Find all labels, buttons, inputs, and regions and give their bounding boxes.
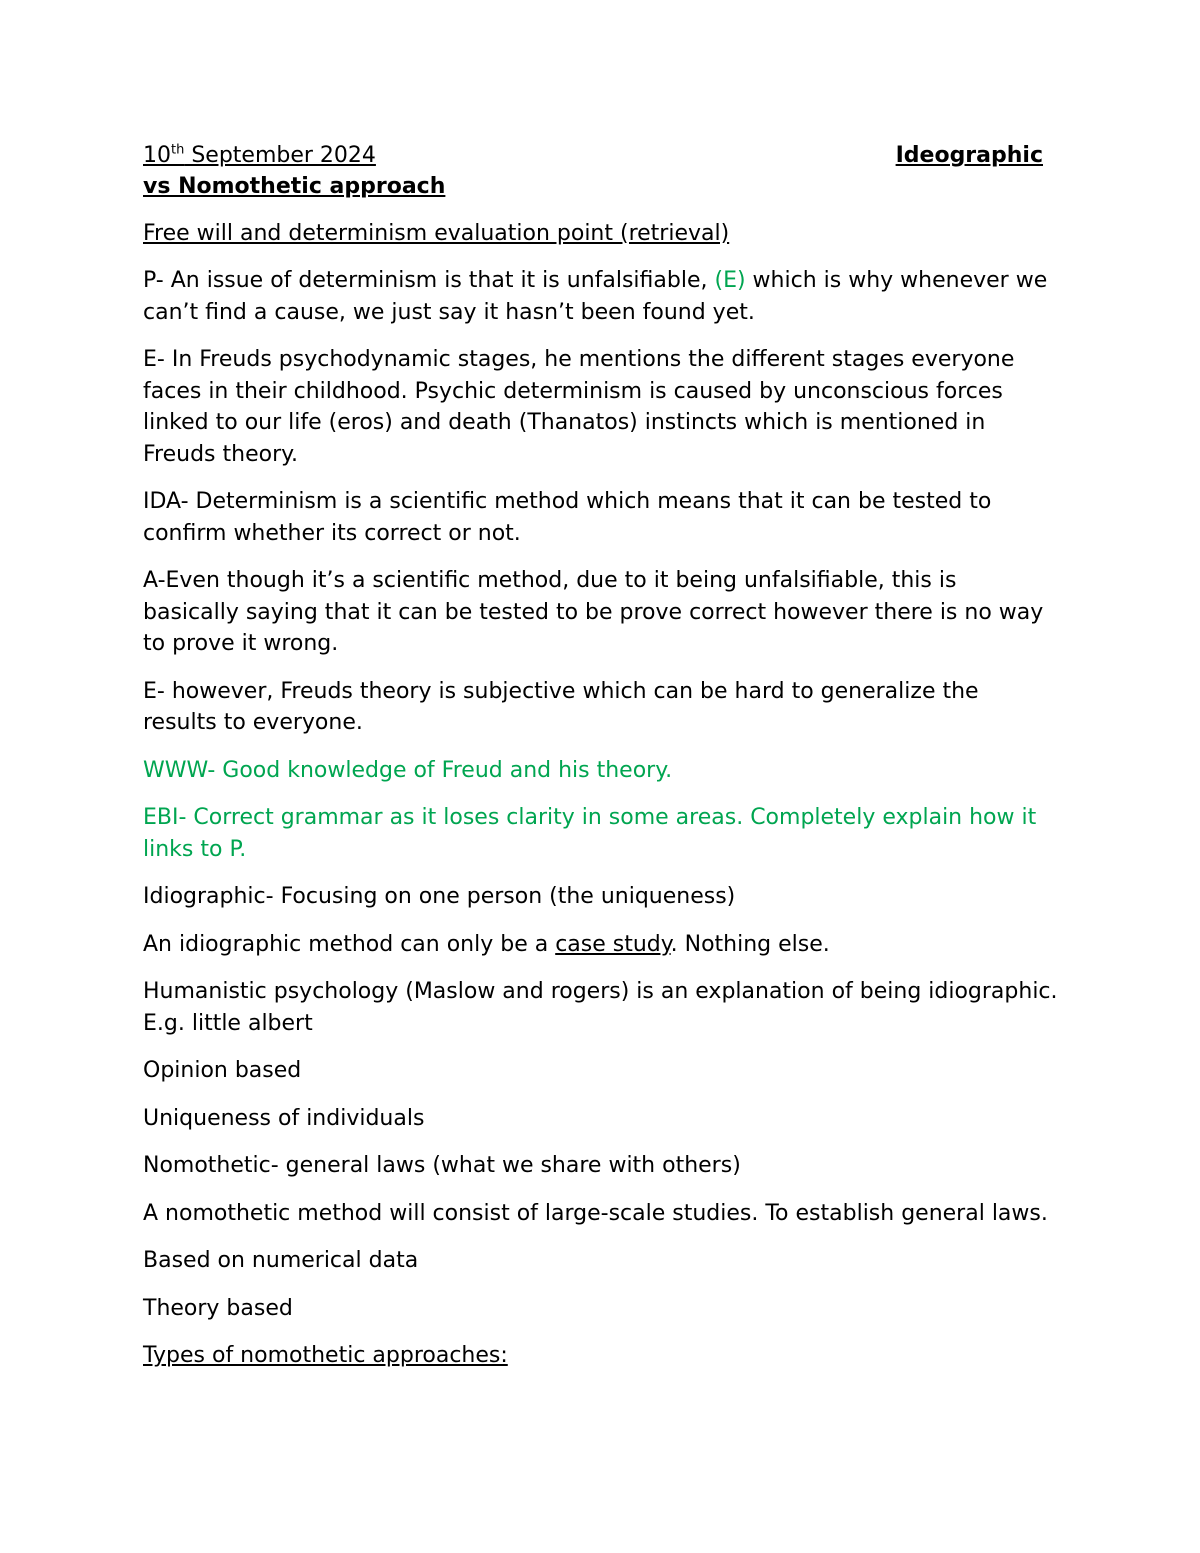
idiographic-method-text: An idiographic method can only be a	[143, 931, 556, 957]
idiographic-method	[143, 929, 1058, 961]
title-continuation: vs Nomothetic approach	[143, 174, 446, 199]
date-suffix: th	[171, 142, 185, 158]
point-feedback-tag: (E)	[714, 268, 746, 293]
paragraph-ida: IDA- Determinism is a scientific method which means that it can be tested to confirm whether its correct or not.	[143, 489, 992, 546]
nomothetic-definition: Nomothetic- general laws (what we share with others)	[143, 1153, 741, 1178]
date-day: 10	[143, 143, 171, 168]
uniqueness-individuals: Uniqueness of individuals	[143, 1105, 425, 1131]
header-line	[143, 140, 1058, 171]
point-text-rest: which is why whenever we can’t find a cause, we just say it hasn’t been found yet.	[143, 268, 1048, 325]
paragraph-point	[143, 265, 1058, 328]
paragraph-evidence: E- In Freuds psychodynamic stages, he mentions the different stages everyone faces in their childhood. Psychic determinism is caused by unconscious forces linked to our life (eros) and death (Thanatos) instincts which is mentioned in Freuds theory.	[143, 347, 1015, 467]
feedback-ebi: EBI- Correct grammar as it loses clarity in some areas. Completely explain how it links to P.	[143, 805, 1037, 862]
theory-based: Theory based	[143, 1295, 293, 1321]
paragraph-analysis: A-Even though it’s a scientific method, due to it being unfalsifiable, this is basically saying that it can be tested to be prove correct however there is no way to prove it wrong.	[143, 568, 1044, 656]
document-page	[143, 140, 1058, 1388]
date-rest: September 2024	[184, 143, 376, 168]
paragraph-evaluation: E- however, Freuds theory is subjective which can be hard to generalize the results to everyone.	[143, 678, 979, 735]
title-first-part: Ideographic	[895, 143, 1043, 168]
heading-evaluation: Free will and determinism evaluation point (retrieval)	[143, 220, 730, 246]
feedback-www: WWW- Good knowledge of Freud and his theory.	[143, 757, 673, 783]
nomothetic-method: A nomothetic method will consist of large-scale studies. To establish general laws.	[143, 1200, 1048, 1226]
case-study-underlined: case study	[555, 931, 671, 957]
opinion-based: Opinion based	[143, 1058, 302, 1083]
humanistic-paragraph: Humanistic psychology (Maslow and rogers) is an explanation of being idiographic. E.g. little albert	[143, 979, 1058, 1036]
idiographic-method-suffix: . Nothing else.	[670, 931, 830, 957]
point-text: P- An issue of determinism is that it is unfalsifiable,	[143, 268, 715, 293]
numerical-data: Based on numerical data	[143, 1248, 419, 1273]
idiographic-definition: Idiographic- Focusing on one person (the uniqueness)	[143, 884, 736, 909]
types-heading: Types of nomothetic approaches:	[143, 1343, 508, 1368]
date	[143, 143, 376, 168]
